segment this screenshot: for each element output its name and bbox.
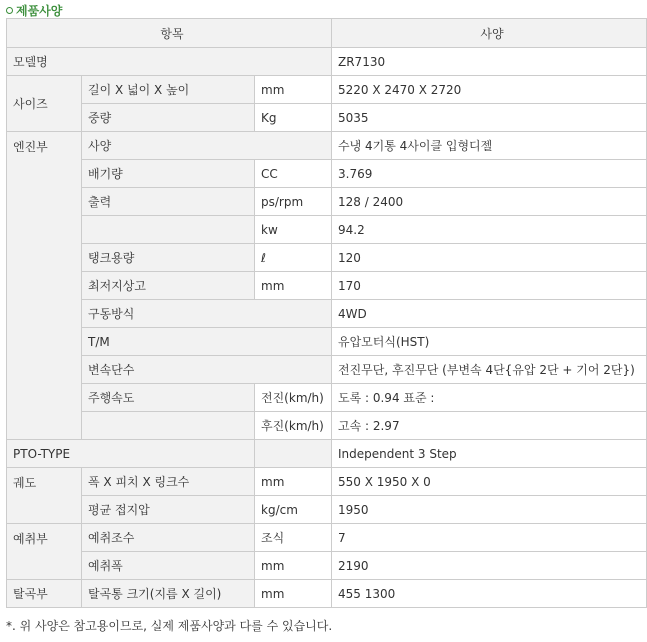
reaper-width-value: 2190 [332,552,647,580]
table-row [7,244,647,272]
table-row [7,132,647,160]
size-category: 사이즈 [7,76,82,132]
section-title-text: 제품사양 [16,3,63,18]
track-dims-value: 550 X 1950 X 0 [332,468,647,496]
reaper-width-unit: mm [255,552,332,580]
table-row [7,300,647,328]
table-row [7,216,647,244]
track-pressure-label: 평균 접지압 [82,496,255,524]
reaper-rows-label: 예취조수 [82,524,255,552]
displacement-value: 3.769 [332,160,647,188]
reaper-rows-value: 7 [332,524,647,552]
drive-value: 4WD [332,300,647,328]
pto-label: PTO-TYPE [7,440,255,468]
track-pressure-unit: kg/cm [255,496,332,524]
table-row [7,272,647,300]
size-dims-unit: mm [255,76,332,104]
circle-bullet-icon [6,7,13,14]
gears-label: 변속단수 [82,356,332,384]
size-weight-label: 중량 [82,104,255,132]
table-row [7,580,647,608]
output-kw-label [82,216,255,244]
table-row [7,104,647,132]
thresher-category: 탈곡부 [7,580,82,608]
clearance-value: 170 [332,272,647,300]
table-row [7,160,647,188]
tm-value: 유압모터식(HST) [332,328,647,356]
table-row [7,384,647,412]
output-kw-unit: kw [255,216,332,244]
header-spec: 사양 [332,19,647,48]
output-unit: ps/rpm [255,188,332,216]
pto-value: Independent 3 Step [332,440,647,468]
displacement-label: 배기량 [82,160,255,188]
engine-spec-label: 사양 [82,132,332,160]
table-row [7,524,647,552]
table-row [7,496,647,524]
reaper-width-label: 예취폭 [82,552,255,580]
engine-category: 엔진부 [7,132,82,440]
speed-reverse-unit: 후진(km/h) [255,412,332,440]
speed-reverse-label [82,412,255,440]
table-row [7,76,647,104]
footnote: *. 위 사양은 참고용이므로, 실제 제품사양과 다를 수 있습니다. [6,619,333,633]
clearance-label: 최저지상고 [82,272,255,300]
table-header-row [7,19,647,48]
model-label: 모델명 [7,48,332,76]
table-row [7,552,647,580]
output-value: 128 / 2400 [332,188,647,216]
track-dims-label: 폭 X 피치 X 링크수 [82,468,255,496]
speed-reverse-value: 고속 : 2.97 [332,412,647,440]
table-row [7,328,647,356]
table-row [7,48,647,76]
size-dims-label: 길이 X 넓이 X 높이 [82,76,255,104]
table-row [7,468,647,496]
thresher-drum-value: 455 1300 [332,580,647,608]
tank-label: 탱크용량 [82,244,255,272]
displacement-unit: CC [255,160,332,188]
output-kw-value: 94.2 [332,216,647,244]
track-pressure-value: 1950 [332,496,647,524]
table-row [7,188,647,216]
track-dims-unit: mm [255,468,332,496]
reaper-category: 예취부 [7,524,82,580]
table-row [7,412,647,440]
spec-table [6,18,647,608]
track-category: 궤도 [7,468,82,524]
size-weight-value: 5035 [332,104,647,132]
gears-value: 전진무단, 후진무단 (부변속 4단{유압 2단 + 기어 2단}) [332,356,647,384]
section-title [6,2,62,18]
engine-spec-value: 수냉 4기통 4사이클 입형디젤 [332,132,647,160]
tm-label: T/M [82,328,332,356]
model-value: ZR7130 [332,48,647,76]
size-weight-unit: Kg [255,104,332,132]
speed-label: 주행속도 [82,384,255,412]
thresher-drum-unit: mm [255,580,332,608]
clearance-unit: mm [255,272,332,300]
drive-label: 구동방식 [82,300,332,328]
reaper-rows-unit: 조식 [255,524,332,552]
spec-table-wrapper [6,18,635,608]
speed-forward-unit: 전진(km/h) [255,384,332,412]
output-label: 출력 [82,188,255,216]
table-row [7,356,647,384]
speed-forward-value: 도록 : 0.94 표준 : [332,384,647,412]
table-row [7,440,647,468]
tank-unit: ℓ [255,244,332,272]
tank-value: 120 [332,244,647,272]
thresher-drum-label: 탈곡통 크기(지름 X 길이) [82,580,255,608]
size-dims-value: 5220 X 2470 X 2720 [332,76,647,104]
header-item: 항목 [7,19,332,48]
pto-blank [255,440,332,468]
